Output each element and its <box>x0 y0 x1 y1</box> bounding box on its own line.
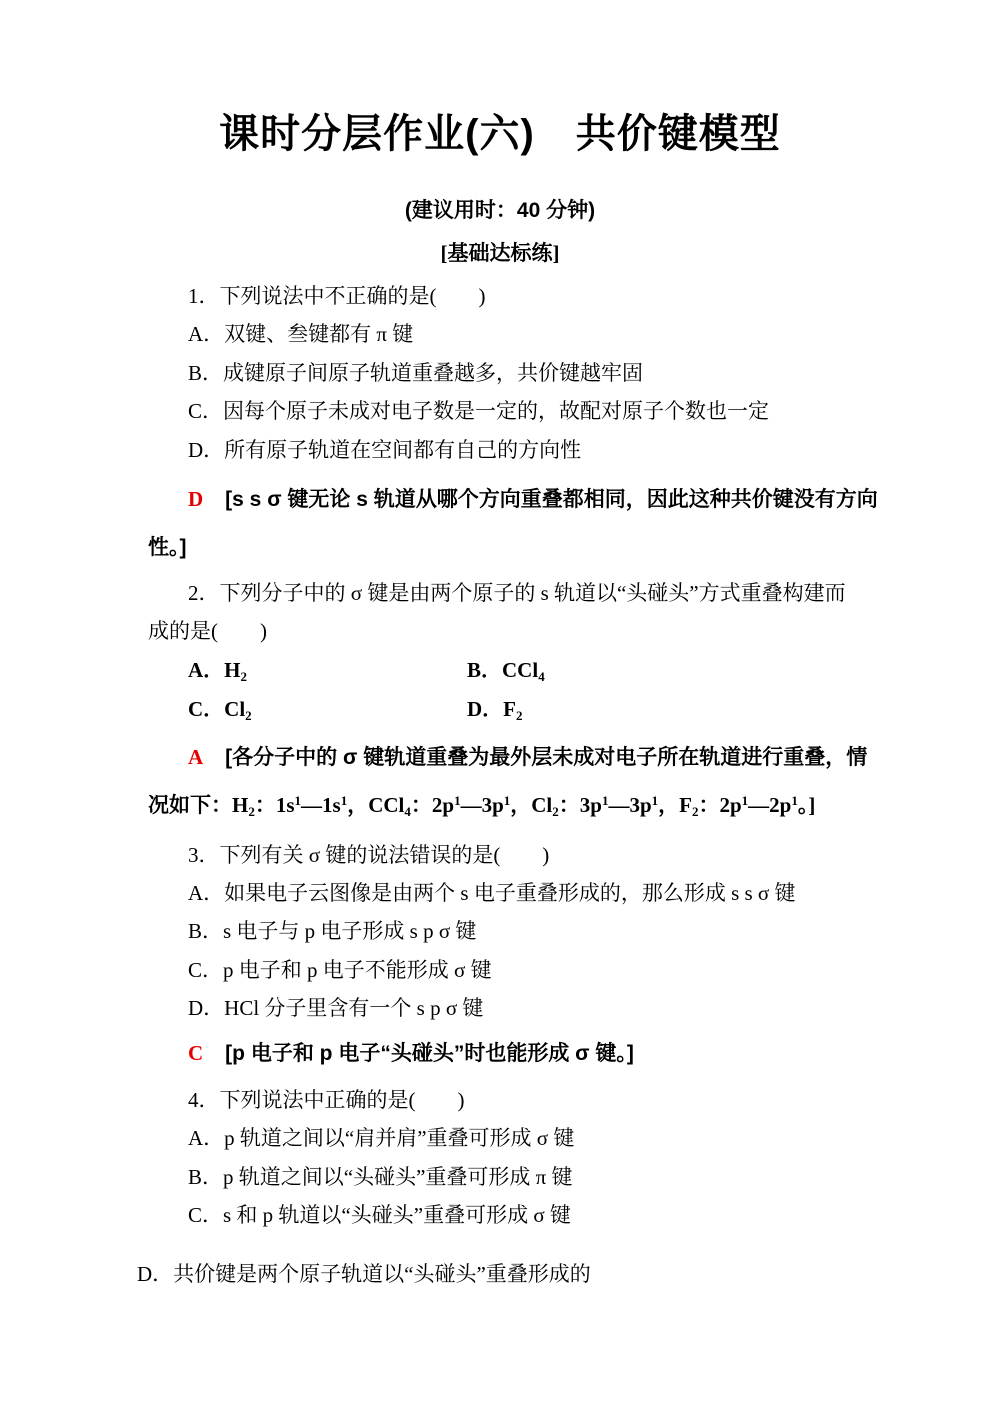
q3-option-a: A．如果电子云图像是由两个 s 电子重叠形成的，那么形成 s s σ 键 <box>188 881 796 905</box>
molecule-formula-ccl4: CCl$_4$ <box>502 658 545 684</box>
q2-answer-explanation-1: [各分子中的 σ 键轨道重叠为最外层未成对电子所在轨道进行重叠，情 <box>225 746 868 769</box>
q3-answer-explanation: [p 电子和 p 电子“头碰头”时也能形成 σ 键。] <box>225 1042 634 1065</box>
q2-option-a <box>188 658 247 683</box>
q3-option-b: B．s 电子与 p 电子形成 s p σ 键 <box>188 919 477 943</box>
q4-option-d: D．共价键是两个原子轨道以“头碰头”重叠形成的 <box>137 1262 591 1286</box>
q3-stem: 3．下列有关 σ 键的说法错误的是( ) <box>188 843 550 867</box>
q2-option-c-letter: C． <box>188 697 225 721</box>
q1-option-a: A．双键、叁键都有 π 键 <box>188 322 414 346</box>
q2-option-d <box>467 697 523 722</box>
molecule-formula-f2: $F_2$ <box>503 697 523 723</box>
q4-option-a: A．p 轨道之间以“肩并肩”重叠可形成 σ 键 <box>188 1126 575 1150</box>
q3-option-c: C．p 电子和 p 电子不能形成 σ 键 <box>188 958 492 982</box>
molecule-formula-h2: $H_2$ <box>224 658 248 684</box>
time-note: (建议用时：40 分钟) <box>404 199 596 222</box>
q1-answer-explanation-1: [s s σ 键无论 s 轨道从哪个方向重叠都相同，因此这种共价键没有方向 <box>225 488 878 511</box>
page-title: 课时分层作业(六) 共价键模型 <box>219 112 781 156</box>
q1-option-b: B．成键原子间原子轨道重叠越多，共价键越牢固 <box>188 361 644 385</box>
molecule-formula-cl2: $Cl_2$ <box>224 697 252 723</box>
q1-stem: 1．下列说法中不正确的是( ) <box>188 284 486 308</box>
q3-answer-line <box>188 1041 634 1066</box>
q2-option-c <box>188 697 252 722</box>
q2-stem-line-2: 成的是( ) <box>148 619 267 643</box>
q2-answer-line-1 <box>188 745 867 770</box>
q2-option-b-letter: B． <box>467 658 503 682</box>
section-header: [基础达标练] <box>440 241 560 265</box>
q1-answer-line-2: 性。] <box>148 536 187 559</box>
q1-answer-line-1 <box>188 487 878 512</box>
q3-answer-letter: C <box>188 1041 204 1065</box>
q1-option-d: D．所有原子轨道在空间都有自己的方向性 <box>188 438 582 462</box>
q2-option-a-letter: A． <box>188 658 225 682</box>
q4-option-c: C．s 和 p 轨道以“头碰头”重叠可形成 σ 键 <box>188 1203 571 1227</box>
q2-option-d-letter: D． <box>467 697 504 721</box>
q2-answer-letter: A <box>188 745 204 769</box>
q4-option-b: B．p 轨道之间以“头碰头”重叠可形成 π 键 <box>188 1165 573 1189</box>
q4-stem: 4．下列说法中正确的是( ) <box>188 1088 465 1112</box>
q2-stem-line-1: 2．下列分子中的 σ 键是由两个原子的 s 轨道以“头碰头”方式重叠构建而 <box>188 581 846 605</box>
q3-option-d: D．HCl 分子里含有一个 s p σ 键 <box>188 996 484 1020</box>
q2-option-b <box>467 658 545 683</box>
q1-answer-letter: D <box>188 487 204 511</box>
q1-option-c: C．因每个原子未成对电子数是一定的，故配对原子个数也一定 <box>188 399 770 423</box>
q2-answer-line-2: 况如下：$H_2$：$1s^1—1s^1$，CCl$_4$：$2p^1—3p^1$，$Cl_2$：$3p^1—3p^1$，$F_2$：$2p^1—2p^1$。] <box>148 793 816 819</box>
